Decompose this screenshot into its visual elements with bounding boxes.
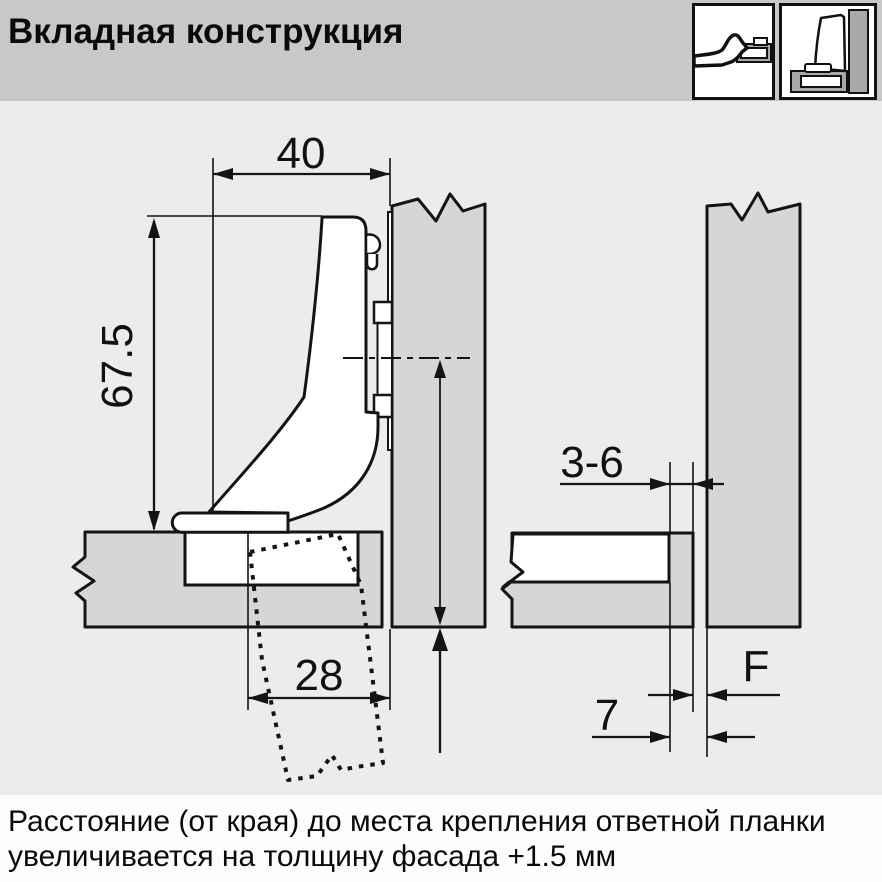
hinge-arm: [209, 217, 378, 521]
page-title: Вкладная конструкция: [8, 12, 404, 51]
hinge-arm-icon-part: [815, 15, 845, 71]
hinge-cup: [185, 532, 358, 585]
right-section-drawing: [502, 193, 800, 757]
left-section-drawing: [73, 129, 485, 780]
header-bar: [0, 0, 882, 101]
screw-bump: [366, 235, 380, 254]
cabinet-panel-icon-part: [849, 10, 868, 93]
footer-note-line1: Расстояние (от края) до места крепления ответной планки: [8, 805, 826, 838]
footer-note: [0, 795, 882, 882]
door-edge-white: [503, 534, 669, 587]
cabinet-panel-right: [707, 193, 800, 627]
cup-flange: [172, 513, 288, 532]
hinge-closed-inset-view-icon: [779, 3, 877, 100]
hinge-open-side-view-icon: [692, 3, 775, 100]
dim-label-67-5: 67.5: [93, 323, 142, 409]
dim-label-F: F: [742, 642, 770, 691]
dim-label-7: 7: [594, 691, 620, 740]
dim-label-28: 28: [294, 651, 344, 700]
footer-note-line2: увеличивается на толщину фасада +1.5 мм: [8, 840, 617, 873]
hinge-technical-drawing: [0, 101, 882, 795]
cabinet-panel: [392, 194, 485, 627]
screw-hook: [367, 254, 377, 269]
dim-label-40: 40: [276, 129, 326, 178]
dim-label-3-6: 3-6: [560, 438, 624, 487]
